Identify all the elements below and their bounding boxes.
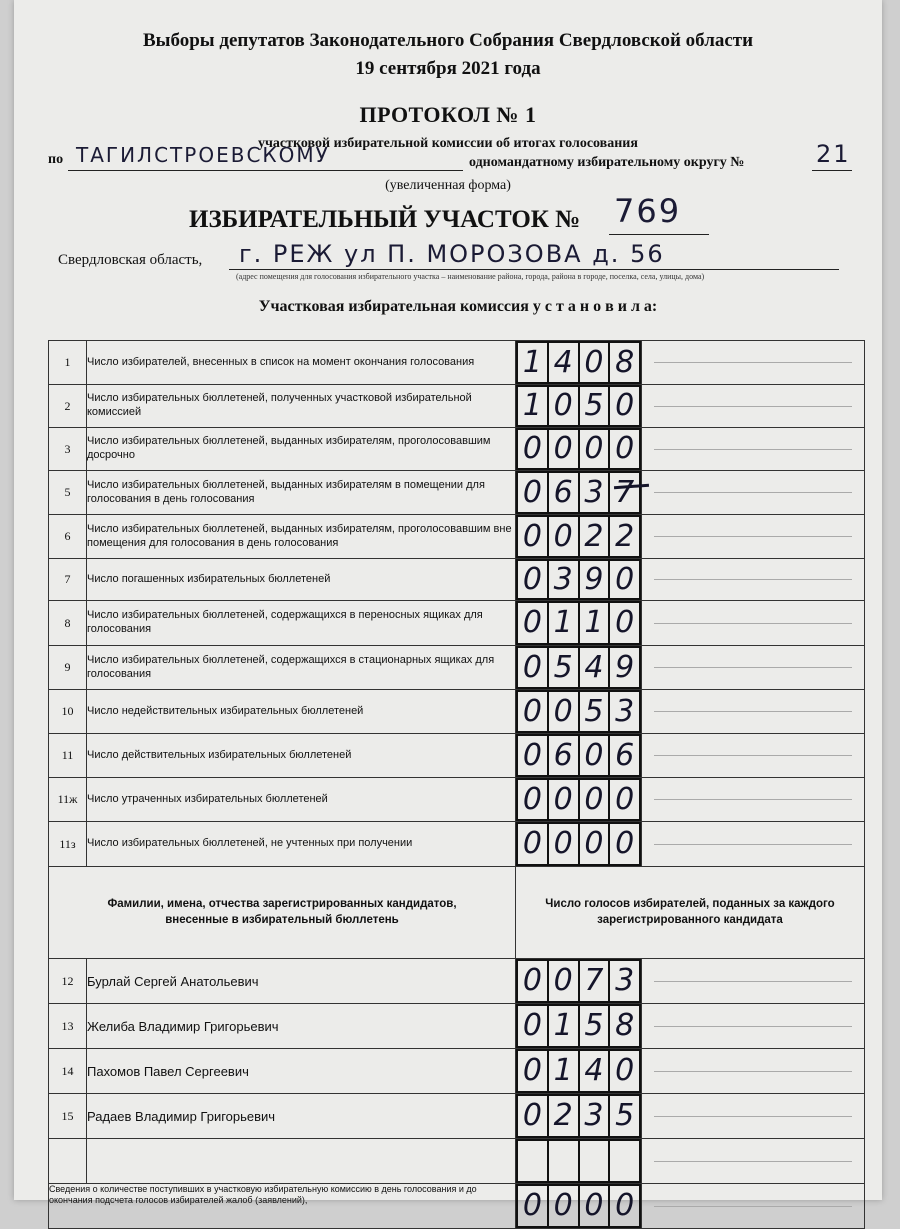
words-line (654, 449, 852, 450)
digit-box: 0 (578, 734, 611, 777)
digit-boxes (516, 559, 641, 600)
digit-boxes (516, 385, 641, 427)
commission-established: Участковая избирательная комиссия у с т а н о в и л а: (258, 298, 658, 315)
okrug-underline (68, 170, 463, 171)
complaints-row (49, 1184, 865, 1229)
table-row (49, 601, 865, 646)
words-cell (642, 778, 865, 822)
digit-box: 1 (578, 601, 611, 645)
digit-boxes (516, 1004, 641, 1048)
row-number: 1 (49, 341, 87, 385)
candidates-header-right: Число голосов избирателей, поданных за каждого зарегистрированного кандидата (516, 867, 865, 959)
digit-boxes (516, 1094, 641, 1138)
digit-boxes (516, 734, 641, 777)
words-line (654, 1206, 852, 1207)
vote-digits-cell (516, 428, 642, 471)
candidates-header-row (49, 867, 865, 959)
digit-box: 0 (516, 1049, 549, 1093)
digit-box: 0 (516, 471, 549, 514)
candidate-row (49, 959, 865, 1004)
words-line (654, 711, 852, 712)
vote-digits-cell (516, 471, 642, 515)
empty-row (49, 1139, 865, 1184)
digit-box: 3 (578, 1094, 611, 1138)
digit-box: 0 (516, 1094, 549, 1138)
vote-digits-cell (516, 559, 642, 601)
digit-box (578, 1139, 611, 1183)
digit-box: 0 (547, 778, 580, 821)
row-number: 7 (49, 559, 87, 601)
digit-box: 6 (547, 471, 580, 514)
address-value: г. РЕЖ ул П. МОРОЗОВА д. 56 (239, 240, 665, 268)
candidate-row (49, 1049, 865, 1094)
candidate-row (49, 1094, 865, 1139)
digit-box: 0 (547, 515, 580, 558)
vote-digits-cell (516, 341, 642, 385)
protocol-rows (49, 341, 865, 1229)
vote-digits-cell (516, 1004, 642, 1049)
row-label: Число избирательных бюллетеней, содержащихся в переносных ящиках для голосования (87, 601, 516, 646)
okrug-suffix: одномандатному избирательному округу № (469, 155, 745, 170)
digit-box: 0 (516, 646, 549, 689)
digit-boxes (516, 601, 641, 645)
table-row (49, 734, 865, 778)
empty-number (49, 1139, 87, 1184)
digit-box: 5 (578, 385, 611, 427)
table-row (49, 385, 865, 428)
digit-box (547, 1139, 580, 1183)
words-cell (642, 1139, 865, 1184)
digit-boxes (516, 778, 641, 821)
table-row (49, 341, 865, 385)
row-number: 8 (49, 601, 87, 646)
vote-digits-cell (516, 1184, 642, 1229)
table-row (49, 690, 865, 734)
digit-box: 0 (547, 959, 580, 1003)
digit-box: 0 (516, 1184, 549, 1228)
words-cell (642, 515, 865, 559)
protocol-sheet (14, 0, 882, 1223)
digit-box: 0 (608, 822, 641, 866)
row-label: Число избирательных бюллетеней, не учтенных при получении (87, 822, 516, 867)
digit-box: 4 (578, 1049, 611, 1093)
digit-boxes (516, 1139, 641, 1183)
table-row (49, 559, 865, 601)
words-line (654, 755, 852, 756)
digit-box: 1 (547, 601, 580, 645)
digit-box: 0 (578, 341, 611, 384)
digit-box: 0 (578, 1184, 611, 1228)
okrug-number: 21 (816, 140, 851, 168)
empty-label (87, 1139, 516, 1184)
row-label: Число утраченных избирательных бюллетеней (87, 778, 516, 822)
digit-box: 5 (578, 690, 611, 733)
row-number: 6 (49, 515, 87, 559)
candidate-name: Радаев Владимир Григорьевич (87, 1094, 516, 1139)
vote-digits-cell (516, 959, 642, 1004)
row-label: Число действительных избирательных бюллетеней (87, 734, 516, 778)
candidate-number: 13 (49, 1004, 87, 1049)
words-cell (642, 959, 865, 1004)
words-cell (642, 1004, 865, 1049)
okrug-prefix: по (48, 152, 64, 167)
row-number: 11 (49, 734, 87, 778)
words-cell (642, 601, 865, 646)
words-cell (642, 646, 865, 690)
digit-box: 4 (578, 646, 611, 689)
digit-box: 0 (578, 778, 611, 821)
vote-digits-cell (516, 734, 642, 778)
digit-box: 7 (578, 959, 611, 1003)
digit-box: 2 (547, 1094, 580, 1138)
station-number: 769 (614, 192, 682, 230)
words-cell (642, 822, 865, 867)
digit-box: 0 (547, 428, 580, 470)
digit-box: 0 (516, 1004, 549, 1048)
digit-box: 4 (547, 341, 580, 384)
row-label: Число погашенных избирательных бюллетеней (87, 559, 516, 601)
table-row (49, 515, 865, 559)
table-row (49, 646, 865, 690)
digit-box: 6 (608, 734, 641, 777)
words-cell (642, 1184, 865, 1229)
row-number: 3 (49, 428, 87, 471)
digit-box (608, 1139, 641, 1183)
digit-box: 5 (547, 646, 580, 689)
digit-boxes (516, 341, 641, 384)
station-label: ИЗБИРАТЕЛЬНЫЙ УЧАСТОК № (189, 206, 581, 233)
form-type: (увеличенная форма) (385, 178, 511, 193)
table-row (49, 778, 865, 822)
complaints-label: Сведения о количестве поступивших в участковую избирательную комиссию в день голосования и до окончания подсчета голосов избирателей жалоб (заявлений), (49, 1184, 516, 1229)
digit-box: 0 (516, 778, 549, 821)
row-label: Число избирателей, внесенных в список на момент окончания голосования (87, 341, 516, 385)
digit-box: 1 (547, 1004, 580, 1048)
words-line (654, 1071, 852, 1072)
words-line (654, 623, 852, 624)
station-underline (609, 234, 709, 235)
digit-boxes (516, 1049, 641, 1093)
words-cell (642, 559, 865, 601)
digit-box: 0 (516, 428, 549, 470)
vote-digits-cell (516, 646, 642, 690)
table-row (49, 822, 865, 867)
digit-box: 9 (578, 559, 611, 600)
candidate-name: Пахомов Павел Сергеевич (87, 1049, 516, 1094)
digit-box: 0 (608, 778, 641, 821)
digit-box: 2 (608, 515, 641, 558)
words-line (654, 406, 852, 407)
digit-box: 0 (516, 734, 549, 777)
digit-box: 0 (608, 559, 641, 600)
digit-box: 0 (516, 559, 549, 600)
digit-box: 0 (547, 385, 580, 427)
words-cell (642, 690, 865, 734)
candidate-name: Бурлай Сергей Анатольевич (87, 959, 516, 1004)
digit-box: 0 (578, 428, 611, 470)
digit-box: 8 (608, 341, 641, 384)
digit-box: 0 (547, 1184, 580, 1228)
digit-box: 0 (547, 822, 580, 866)
digit-boxes (516, 822, 641, 866)
digit-box: 0 (578, 822, 611, 866)
row-label: Число избирательных бюллетеней, выданных избирателям, проголосовавшим вне помещения для голосования в день голосования (87, 515, 516, 559)
digit-box: 9 (608, 646, 641, 689)
address-underline (229, 269, 839, 270)
words-line (654, 536, 852, 537)
digit-box: 6 (547, 734, 580, 777)
digit-box: 0 (608, 1184, 641, 1228)
digit-box: 5 (578, 1004, 611, 1048)
words-cell (642, 734, 865, 778)
digit-box: 7 (608, 471, 641, 514)
digit-box: 3 (608, 959, 641, 1003)
digit-box: 0 (547, 690, 580, 733)
vote-digits-cell (516, 601, 642, 646)
row-number: 10 (49, 690, 87, 734)
region-label: Свердловская область, (58, 252, 203, 268)
table-row (49, 471, 865, 515)
digit-box: 0 (608, 601, 641, 645)
vote-digits-cell (516, 822, 642, 867)
vote-digits-cell (516, 1094, 642, 1139)
words-cell (642, 428, 865, 471)
digit-box: 0 (608, 1049, 641, 1093)
digit-box: 5 (608, 1094, 641, 1138)
candidate-number: 15 (49, 1094, 87, 1139)
digit-box: 0 (516, 959, 549, 1003)
words-line (654, 1026, 852, 1027)
words-line (654, 844, 852, 845)
row-number: 2 (49, 385, 87, 428)
digit-boxes (516, 959, 641, 1003)
digit-box: 0 (516, 601, 549, 645)
digit-boxes (516, 428, 641, 470)
digit-box: 1 (516, 341, 549, 384)
candidate-number: 14 (49, 1049, 87, 1094)
address-caption: (адрес помещения для голосования избирательного участка – наименование района, города, района в городе, поселка, села, улицы, дома) (236, 272, 705, 281)
election-date: 19 сентября 2021 года (355, 58, 541, 79)
candidates-header-left: Фамилии, имена, отчества зарегистрированных кандидатов, внесенные в избирательный бюллетень (49, 867, 516, 959)
vote-digits-cell (516, 1139, 642, 1184)
table-row (49, 428, 865, 471)
commission-line: участковой избирательной комиссии об итогах голосования (258, 136, 638, 151)
row-number: 5 (49, 471, 87, 515)
vote-digits-cell (516, 385, 642, 428)
row-number: 11з (49, 822, 87, 867)
words-line (654, 981, 852, 982)
candidate-number: 12 (49, 959, 87, 1004)
words-line (654, 1116, 852, 1117)
candidate-row (49, 1004, 865, 1049)
words-line (654, 667, 852, 668)
words-cell (642, 1094, 865, 1139)
vote-digits-cell (516, 690, 642, 734)
vote-digits-cell (516, 1049, 642, 1094)
words-line (654, 362, 852, 363)
words-line (654, 492, 852, 493)
protocol-title: ПРОТОКОЛ № 1 (359, 102, 537, 127)
candidate-name: Желиба Владимир Григорьевич (87, 1004, 516, 1049)
row-label: Число избирательных бюллетеней, выданных избирателям, проголосовавшим досрочно (87, 428, 516, 471)
digit-box: 3 (547, 559, 580, 600)
row-label: Число избирательных бюллетеней, выданных избирателям в помещении для голосования в день голосования (87, 471, 516, 515)
digit-box: 0 (608, 428, 641, 470)
row-label: Число недействительных избирательных бюллетеней (87, 690, 516, 734)
digit-boxes (516, 515, 641, 558)
digit-boxes (516, 690, 641, 733)
words-line (654, 1161, 852, 1162)
digit-box: 8 (608, 1004, 641, 1048)
digit-box: 3 (578, 471, 611, 514)
words-cell (642, 341, 865, 385)
digit-box: 1 (516, 385, 549, 427)
words-line (654, 579, 852, 580)
digit-box: 3 (608, 690, 641, 733)
row-label: Число избирательных бюллетеней, содержащихся в стационарных ящиках для голосования (87, 646, 516, 690)
row-label: Число избирательных бюллетеней, полученных участковой избирательной комиссией (87, 385, 516, 428)
digit-box: 0 (516, 690, 549, 733)
digit-boxes (516, 1184, 641, 1228)
row-number: 11ж (49, 778, 87, 822)
digit-box: 1 (547, 1049, 580, 1093)
digit-box: 2 (578, 515, 611, 558)
row-number: 9 (49, 646, 87, 690)
digit-boxes (516, 471, 641, 514)
words-cell (642, 471, 865, 515)
words-cell (642, 385, 865, 428)
vote-digits-cell (516, 778, 642, 822)
digit-box: 0 (608, 385, 641, 427)
digit-box: 0 (516, 822, 549, 866)
digit-box (516, 1139, 549, 1183)
okrug-name: ТАГИЛСТРОЕВСКОМУ (76, 143, 330, 167)
vote-digits-cell (516, 515, 642, 559)
election-title: Выборы депутатов Законодательного Собрания Свердловской области (142, 30, 754, 51)
digit-boxes (516, 646, 641, 689)
digit-box: 0 (516, 515, 549, 558)
okrug-number-underline (812, 170, 852, 171)
words-line (654, 799, 852, 800)
protocol-table (48, 340, 865, 1229)
words-cell (642, 1049, 865, 1094)
